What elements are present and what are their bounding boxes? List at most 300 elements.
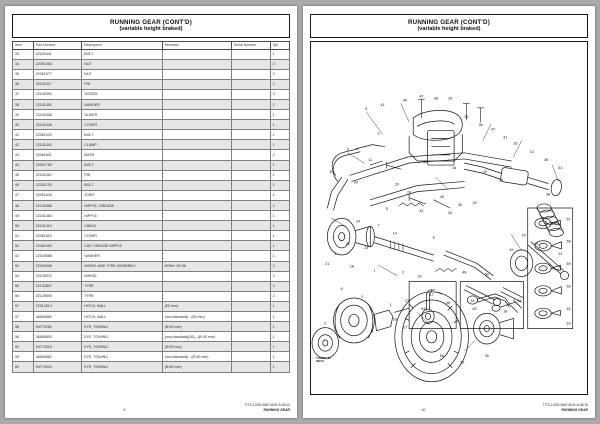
svg-text:16: 16 (452, 165, 457, 170)
svg-text:42: 42 (419, 208, 424, 213)
figure-title: RUNNING GEAR (CONT'D) (408, 19, 490, 26)
cell-item: 57 (13, 311, 34, 321)
header-item: Item (13, 41, 34, 49)
cell-description: BUSH (82, 150, 162, 160)
cell-qty: 2 (270, 200, 289, 210)
svg-text:53: 53 (392, 316, 397, 321)
cell-qty: 2 (270, 261, 289, 271)
cell-qty: 2 (270, 150, 289, 160)
cell-part-number: 22061577 (33, 69, 81, 79)
svg-text:8: 8 (432, 235, 435, 240)
svg-text:18: 18 (349, 263, 354, 268)
doc-ref-line-1: T/TS-10/53 46674100-A 06/10 (542, 403, 588, 408)
parts-table-head (13, 41, 290, 49)
cell-remarks (162, 110, 231, 120)
cell-remarks (162, 241, 231, 251)
cell-serial-number (231, 281, 270, 291)
svg-text:14: 14 (392, 231, 397, 236)
cell-description: NUT (82, 59, 162, 69)
svg-text:32: 32 (464, 114, 469, 119)
cell-part-number: 22241178 (33, 180, 81, 190)
cell-item: 34 (13, 59, 34, 69)
svg-text:34: 34 (499, 177, 504, 182)
svg-text:22: 22 (345, 241, 350, 246)
cell-serial-number (231, 170, 270, 180)
left-page-footer (12, 398, 290, 412)
cell-qty: 2 (270, 271, 289, 281)
cell-remarks (162, 130, 231, 140)
header-part-number: Part Number (33, 41, 81, 49)
cell-serial-number (231, 130, 270, 140)
cell-qty: 1 (270, 251, 289, 261)
svg-text:23: 23 (364, 245, 369, 250)
svg-text:21: 21 (325, 261, 330, 266)
svg-text:48: 48 (462, 269, 467, 274)
cell-part-number: 22061003 (33, 130, 81, 140)
table-row (13, 231, 290, 241)
svg-text:11: 11 (368, 157, 373, 162)
cell-part-number: 22129570 (33, 271, 81, 281)
table-row (13, 180, 290, 190)
svg-text:36: 36 (544, 157, 549, 162)
cell-part-number: 22061601 (33, 150, 81, 160)
table-row (13, 150, 290, 160)
cell-description: SLIDER (82, 110, 162, 120)
svg-text:17: 17 (429, 292, 434, 297)
cell-qty: 1 (270, 130, 289, 140)
cell-qty: 1 (270, 322, 289, 332)
cell-part-number: 22241593 (33, 89, 81, 99)
cell-remarks: (Ø 40 mm) (162, 322, 231, 332)
svg-text:18: 18 (503, 308, 508, 313)
cell-description: PIN (82, 79, 162, 89)
svg-text:4: 4 (334, 251, 337, 256)
cell-qty: 1 (270, 160, 289, 170)
cell-part-number: 46560860 (33, 311, 81, 321)
cell-remarks: (non-standard)(26) - (Ø 40 mm) (162, 332, 231, 342)
figure-title-box (310, 14, 588, 38)
cell-item: 53 (13, 261, 34, 271)
table-row (13, 200, 290, 210)
cell-remarks (162, 170, 231, 180)
cell-qty: 1 (270, 180, 289, 190)
cell-item: 54 (13, 271, 34, 281)
cell-part-number: 22100686 (33, 251, 81, 261)
cell-serial-number (231, 261, 270, 271)
cell-description: NIPPLE, GREASE (82, 200, 162, 210)
cell-serial-number (231, 211, 270, 221)
svg-text:46: 46 (445, 300, 451, 305)
cell-qty: 1 (270, 110, 289, 120)
cell-item: 41 (13, 130, 34, 140)
table-row (13, 110, 290, 120)
cell-part-number: 22241442 (33, 140, 81, 150)
cell-description: SCREW (82, 89, 162, 99)
table-row (13, 190, 290, 200)
cell-item: 39 (13, 110, 34, 120)
cell-description: CLAMP (82, 140, 162, 150)
cell-qty: 1 (270, 221, 289, 231)
cell-item: 52 (13, 251, 34, 261)
svg-text:7: 7 (377, 222, 380, 227)
svg-text:24: 24 (355, 218, 361, 223)
cell-qty: 1 (270, 362, 289, 372)
cell-part-number: 22001644 (33, 190, 81, 200)
cell-qty: 1 (270, 170, 289, 180)
cell-qty: 2 (270, 291, 289, 301)
table-row (13, 271, 290, 281)
cell-item: 43 (13, 150, 34, 160)
svg-text:9: 9 (365, 106, 368, 111)
cell-remarks (162, 271, 231, 281)
doc-ref-line-1: T/TS-10/53 46674100-A 06/10 (244, 403, 290, 408)
cell-remarks (162, 150, 231, 160)
left-page (5, 6, 297, 418)
cell-description: WHEEL (82, 271, 162, 281)
cell-qty: 2 (270, 79, 289, 89)
cell-part-number: 22081810 (33, 231, 81, 241)
cell-part-number: 22241491 (33, 100, 81, 110)
svg-text:3: 3 (371, 329, 374, 334)
cell-description: WASHER (82, 100, 162, 110)
svg-text:2: 2 (324, 321, 327, 326)
parts-table (12, 41, 290, 373)
cell-description: BOLT (82, 130, 162, 140)
cell-qty: 1 (270, 301, 289, 311)
cell-qty: 3 (270, 89, 289, 99)
cell-description: BOLT (82, 49, 162, 59)
table-row (13, 140, 290, 150)
svg-text:41: 41 (380, 102, 385, 107)
svg-text:5: 5 (385, 206, 388, 211)
svg-text:31: 31 (503, 135, 508, 140)
cell-qty: 1 (270, 332, 289, 342)
right-page-footer (310, 398, 588, 412)
svg-text:50: 50 (484, 272, 489, 277)
cell-item: 49 (13, 211, 34, 221)
cell-part-number: 46560800 (33, 332, 81, 342)
table-row (13, 170, 290, 180)
cell-description: EYE, TOWING (82, 352, 162, 362)
cell-serial-number (231, 311, 270, 321)
table-row (13, 241, 290, 251)
cell-item: 45 (13, 170, 34, 180)
cell-serial-number (231, 89, 270, 99)
cell-description: PIN (82, 170, 162, 180)
cell-remarks (162, 49, 231, 59)
page-title-box (12, 14, 290, 38)
cell-part-number: 22241517 (33, 79, 81, 89)
cell-remarks (162, 221, 231, 231)
cell-remarks (162, 100, 231, 110)
cell-part-number: 22241641 (33, 49, 81, 59)
figure-subtitle: (variable height braked) (417, 26, 481, 33)
cell-serial-number (231, 271, 270, 281)
left-page-number: 9 (123, 407, 126, 412)
cell-part-number: 22241410 (33, 221, 81, 231)
cell-item: 59 (13, 352, 34, 362)
cell-remarks (162, 211, 231, 221)
svg-text:67: 67 (517, 298, 522, 303)
cell-remarks (162, 59, 231, 69)
cell-qty: 1 (270, 231, 289, 241)
page-title: RUNNING GEAR (CONT'D) (110, 19, 192, 26)
cell-remarks (162, 231, 231, 241)
cell-description: BOLT (82, 160, 162, 170)
cell-part-number: 22241508 (33, 110, 81, 120)
svg-text:33: 33 (513, 141, 518, 146)
cell-serial-number (231, 200, 270, 210)
cell-part-number: 22081950 (33, 241, 81, 251)
cell-description: TYRE (82, 281, 162, 291)
cell-serial-number (231, 69, 270, 79)
cell-qty: 2 (270, 59, 289, 69)
table-row (13, 59, 290, 69)
table-row (13, 221, 290, 231)
cell-remarks (162, 69, 231, 79)
cell-remarks: W/Ref. 55-56 (162, 261, 231, 271)
cell-qty: 1 (270, 241, 289, 251)
cell-serial-number (231, 322, 270, 332)
cell-serial-number (231, 301, 270, 311)
cell-description: TYRE (82, 291, 162, 301)
svg-text:12: 12 (558, 251, 563, 256)
right-page-number: 10 (421, 407, 426, 412)
cell-serial-number (231, 100, 270, 110)
svg-text:58: 58 (566, 239, 571, 244)
svg-text:19: 19 (533, 241, 538, 246)
svg-text:44: 44 (470, 298, 475, 303)
cell-part-number: 22241160 (33, 170, 81, 180)
svg-text:47: 47 (490, 126, 496, 131)
svg-text:6: 6 (346, 147, 349, 152)
exploded-diagram-figure (310, 41, 588, 395)
svg-text:34: 34 (353, 180, 359, 185)
cell-serial-number (231, 110, 270, 120)
svg-text:1: 1 (389, 302, 392, 307)
cell-part-number: 54770250 (33, 322, 81, 332)
cell-item: 36 (13, 79, 34, 89)
table-row (13, 49, 290, 59)
svg-text:27: 27 (405, 298, 410, 303)
cell-item: 46 (13, 180, 34, 190)
cell-serial-number (231, 231, 270, 241)
cell-remarks: (Ø 50 mm) (162, 342, 231, 352)
table-row (13, 322, 290, 332)
svg-text:63: 63 (566, 321, 571, 326)
drawing-code-line-2: 06/10 (316, 359, 324, 364)
parts-table-container (12, 41, 290, 395)
cell-qty: 1 (270, 49, 289, 59)
cell-serial-number (231, 120, 270, 130)
table-header-row (13, 41, 290, 49)
left-doc-reference (244, 403, 290, 412)
table-row (13, 362, 290, 372)
svg-text:37: 37 (423, 159, 428, 164)
table-row (13, 120, 290, 130)
svg-text:29: 29 (472, 200, 477, 205)
cell-serial-number (231, 180, 270, 190)
table-row (13, 251, 290, 261)
cell-item: 51 (13, 231, 34, 241)
cell-remarks (162, 89, 231, 99)
table-row (13, 160, 290, 170)
table-row (13, 291, 290, 301)
cell-remarks: (50 mm) (162, 301, 231, 311)
cell-remarks (162, 140, 231, 150)
cell-serial-number (231, 241, 270, 251)
cell-description: CABLE (82, 221, 162, 231)
cell-serial-number (231, 332, 270, 342)
cell-serial-number (231, 352, 270, 362)
cell-item: 58 (13, 332, 34, 342)
cell-qty: 2 (270, 69, 289, 79)
cell-serial-number (231, 59, 270, 69)
cell-part-number: 22312813 (33, 301, 81, 311)
cell-serial-number (231, 190, 270, 200)
cell-qty: 2 (270, 281, 289, 291)
svg-text:62: 62 (566, 306, 571, 311)
svg-text:15: 15 (521, 233, 526, 238)
cell-qty: 1 (270, 342, 289, 352)
svg-text:60: 60 (566, 284, 571, 289)
cell-item: 52 (13, 241, 34, 251)
cell-remarks (162, 160, 231, 170)
cell-description: WASHER (82, 251, 162, 261)
table-row (13, 281, 290, 291)
cell-part-number: 22129595 (33, 291, 81, 301)
table-row (13, 301, 290, 311)
svg-text:34: 34 (447, 210, 453, 215)
cell-part-number: 22241885 (33, 200, 81, 210)
cell-item: 47 (13, 190, 34, 200)
cell-item: 37 (13, 89, 34, 99)
table-row (13, 311, 290, 321)
cell-remarks: (non-standard) - (Ø 50 mm) (162, 352, 231, 362)
cell-item: 55 (13, 281, 34, 291)
cell-item: 57 (13, 301, 34, 311)
cell-part-number: 22051464 (33, 59, 81, 69)
header-remarks: Remarks (162, 41, 231, 49)
cell-item: 40 (13, 120, 34, 130)
cell-description: JOINT (82, 190, 162, 200)
cell-serial-number (231, 342, 270, 352)
svg-text:49: 49 (509, 247, 514, 252)
doc-ref-line-2: RUNNING GEAR (263, 407, 290, 412)
cell-description: COVER (82, 231, 162, 241)
svg-text:3: 3 (377, 130, 380, 135)
cell-item: 56 (13, 291, 34, 301)
svg-text:29: 29 (447, 96, 453, 101)
table-row (13, 342, 290, 352)
header-serial-number: Serial Number (231, 41, 270, 49)
svg-text:24: 24 (407, 190, 412, 195)
cell-description: WHEEL AND TYRE ASSEMBLY (82, 261, 162, 271)
cell-description: EYE, TOWING (82, 342, 162, 352)
cell-description: EYE, TOWING (82, 362, 162, 372)
cell-item: 38 (13, 100, 34, 110)
svg-text:38: 38 (546, 192, 551, 197)
table-row (13, 130, 290, 140)
cell-qty: 1 (270, 140, 289, 150)
cell-serial-number (231, 362, 270, 372)
cell-remarks: (Ø 60 mm) (162, 362, 231, 372)
svg-text:61: 61 (558, 165, 563, 170)
svg-text:30: 30 (458, 202, 463, 207)
cell-remarks (162, 79, 231, 89)
cell-remarks (162, 180, 231, 190)
cell-item: 35 (13, 69, 34, 79)
drawing-code (316, 357, 331, 364)
svg-text:40: 40 (402, 98, 408, 103)
cell-remarks (162, 190, 231, 200)
cell-part-number: 46560863 (33, 352, 81, 362)
cell-item: 60 (13, 362, 34, 372)
cell-part-number: 22132847 (33, 281, 81, 291)
cell-remarks: (non-standard) - (50 mm) (162, 311, 231, 321)
cell-description: HITCH, BALL (82, 301, 162, 311)
cell-part-number: 22241480 (33, 211, 81, 221)
right-doc-reference (542, 403, 588, 412)
cell-part-number: 22241046 (33, 120, 81, 130)
svg-text:39: 39 (329, 169, 334, 174)
parts-table-body (13, 49, 290, 372)
table-row (13, 261, 290, 271)
cell-serial-number (231, 79, 270, 89)
cell-description: EYE, TOWING (82, 322, 162, 332)
svg-text:63: 63 (472, 306, 477, 311)
drawing-code-line-1: T/AMM_30 (316, 355, 331, 360)
cell-qty: 1 (270, 211, 289, 221)
running-gear-exploded-svg (311, 42, 587, 394)
cell-serial-number (231, 150, 270, 160)
header-qty: Qty (270, 41, 289, 49)
cell-description: HITCH, BALL (82, 311, 162, 321)
svg-text:43: 43 (482, 169, 487, 174)
cell-remarks (162, 251, 231, 261)
doc-ref-line-2: RUNNING GEAR (561, 407, 588, 412)
cell-serial-number (231, 49, 270, 59)
svg-text:6: 6 (340, 286, 343, 291)
cell-serial-number (231, 160, 270, 170)
cell-item: 58 (13, 322, 34, 332)
cell-description: CAP, GREASE NIPPLE (82, 241, 162, 251)
page-subtitle: (variable height braked) (119, 26, 183, 33)
svg-text:45: 45 (439, 194, 444, 199)
cell-description: NIPPLE (82, 211, 162, 221)
svg-text:46: 46 (478, 122, 483, 127)
cell-description: BOLT (82, 180, 162, 190)
svg-text:3: 3 (401, 269, 405, 274)
cell-description: EYE, TOWING (82, 332, 162, 342)
table-row (13, 69, 290, 79)
svg-text:56: 56 (439, 353, 444, 358)
right-page (303, 6, 595, 418)
cell-remarks (162, 200, 231, 210)
cell-item: 48 (13, 200, 34, 210)
svg-text:38: 38 (433, 96, 438, 101)
cell-description: COVER (82, 120, 162, 130)
svg-text:55: 55 (460, 359, 465, 364)
svg-text:20: 20 (394, 182, 399, 187)
svg-text:57: 57 (566, 216, 571, 221)
cell-item: 59 (13, 342, 34, 352)
cell-item: 44 (13, 160, 34, 170)
cell-part-number: 54774024 (33, 362, 81, 372)
cell-serial-number (231, 251, 270, 261)
table-row (13, 211, 290, 221)
cell-qty: 1 (270, 190, 289, 200)
